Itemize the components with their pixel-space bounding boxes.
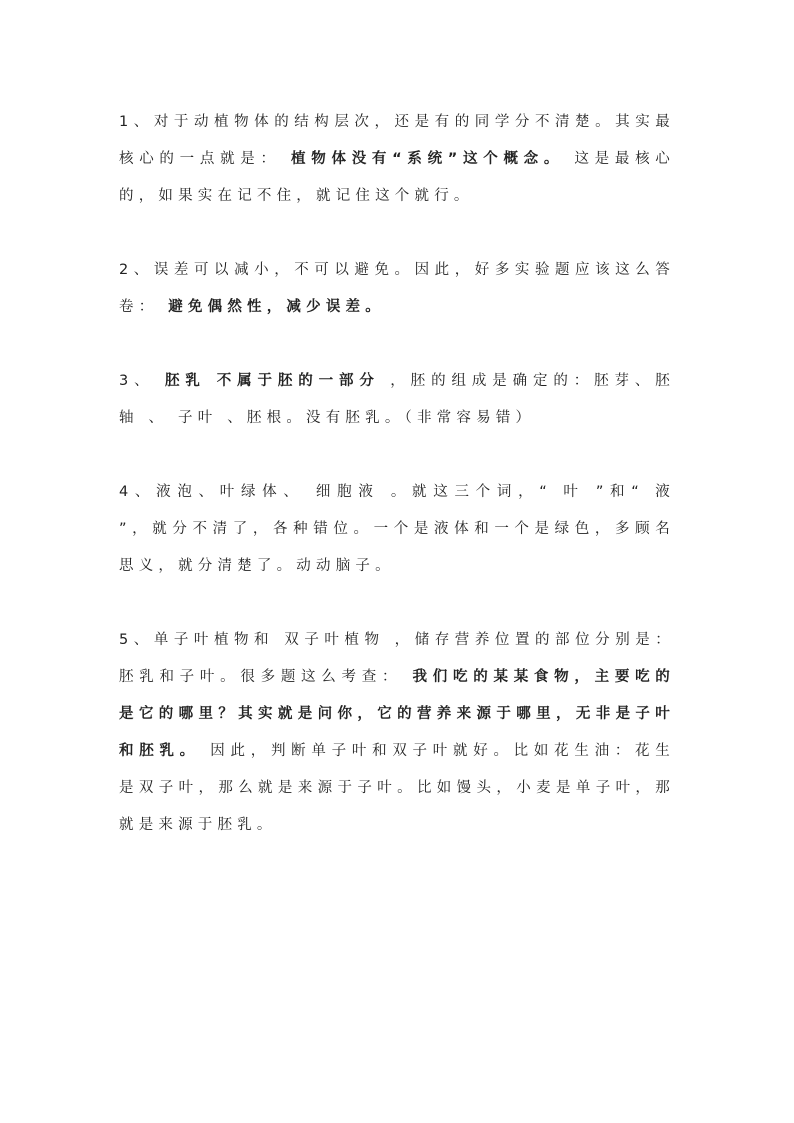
paragraph-3-text-b: ，胚的组成是确定的：胚芽、胚轴 、 子叶 、胚根。没有胚乳。（非常容易错） [119,373,676,426]
paragraph-3 [119,363,675,437]
paragraph-3-bold-text: 胚乳 不属于胚的一部分 [165,373,380,389]
paragraph-3-text-a: 3、 [119,373,165,389]
paragraph-2-bold-text: 避免偶然性，减少误差。 [168,299,385,315]
document-page [119,104,675,844]
paragraph-4 [119,474,675,585]
paragraph-5-text-b: 因此，判断单子叶和双子叶就好。比如花生油：花生是双子叶，那么就是来源于子叶。比如馒头，小麦是单子叶，那就是来源于胚乳。 [119,743,675,833]
paragraph-1 [119,104,675,215]
paragraph-2 [119,252,675,326]
paragraph-1-text-b: 这是最核心的，如果实在记不住，就记住这个就行。 [119,151,675,204]
paragraph-5-bold-text: 我们吃的某某食物，主要吃的是它的哪里？其实就是问你，它的营养来源于哪里，无非是子叶和胚乳。 [119,669,675,759]
paragraph-5-text-a: 5、单子叶植物和 双子叶植物 ，储存营养位置的部位分别是：胚乳和子叶。很多题这么考查： [119,632,675,685]
paragraph-2-text-a: 2、误差可以减小，不可以避免。因此，好多实验题应该这么答卷： [119,262,675,315]
paragraph-5 [119,622,675,844]
paragraph-4-text-a: 4、液泡、叶绿体、 细胞液 。就这三个词，“ 叶 ”和“ 液 ”，就分不清了，各种错位。一个是液体和一个是绿色，多顾名思义，就分清楚了。动动脑子。 [119,484,675,574]
paragraph-1-bold-text: 植物体没有“系统”这个概念。 [291,151,565,167]
paragraph-1-text-a: 1、对于动植物体的结构层次，还是有的同学分不清楚。其实最核心的一点就是： [119,114,675,167]
